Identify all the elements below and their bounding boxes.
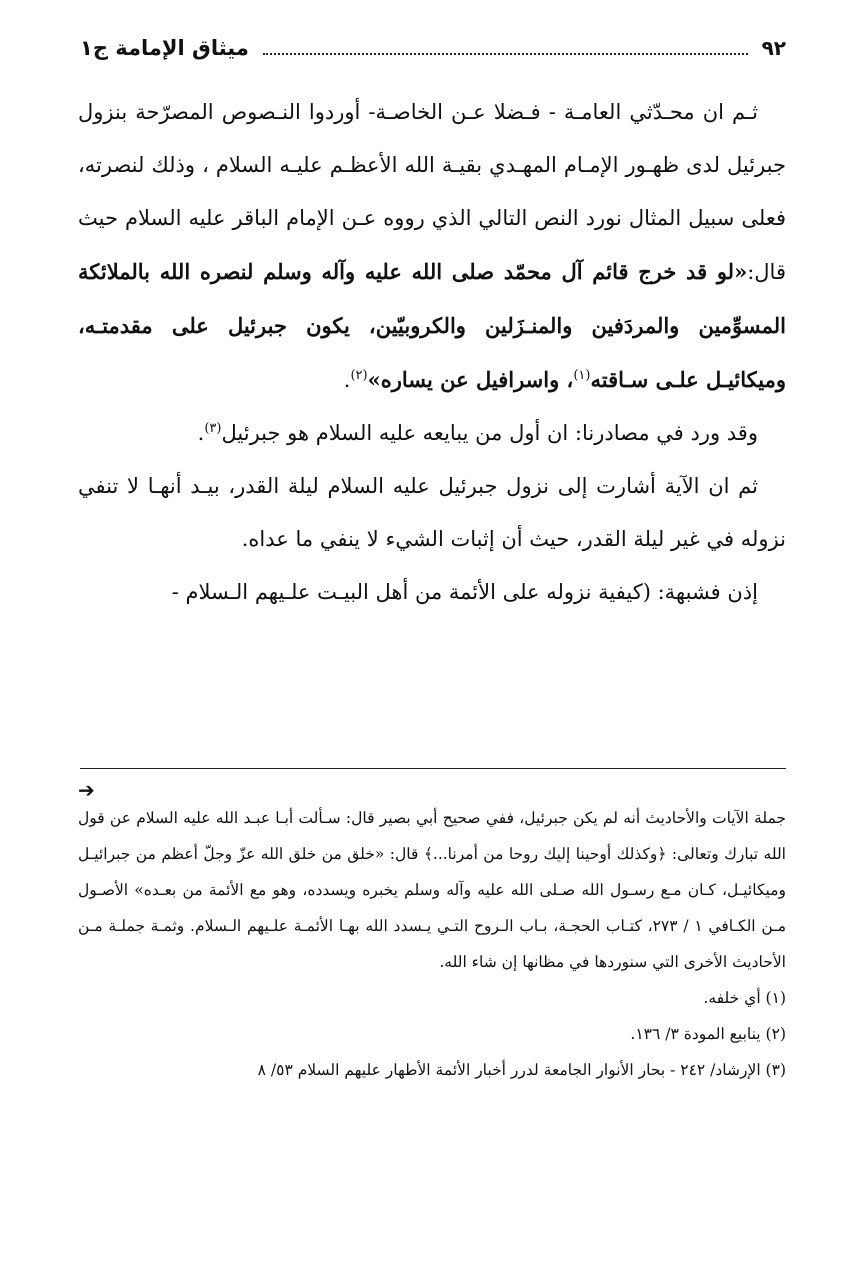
- main-text: [78, 86, 786, 619]
- footnote-3: (٣) الإرشاد/ ٢٤٢ - بحار الأنوار الجامعة لدرر أخبار الأئمة الأطهار عليهم السلام ٥٣/ ٨: [257, 1061, 786, 1079]
- page-number: ٩٢: [761, 36, 786, 60]
- footnote-2: (٢) ينابيع المودة ٣/ ١٣٦.: [630, 1025, 786, 1043]
- page-header: [80, 28, 786, 68]
- paragraph-1: ثـم ان محـدّثي العامـة - فـضلا عـن الخاصـة- أوردوا النـصوص المصرّحة بنزول جبرئيل لدى ظهـور الإمـام المهـدي بقيـة الله الأعظـم عليـه السلام ، وذلك لنصرته، فعلى سبيل المثال نورد النص التالي الذي رووه عـن الإمام الباقر عليه السلام حيث قال:«لو قد خرج قائم آل محمّد صلى الله عليه وآله وسلم لنصره الله بالملائكة المسوِّمين والمردَفين والمنـزَلين والكروبيّين، يكون جبرئيل على مقدمتـه، وميكائيـل علـى سـاقته$^{(١)}$، واسرافيل عن يساره»$^{(٢)}$.: [78, 100, 786, 392]
- footnote-ref-1: (١): [573, 368, 591, 383]
- paragraph-1-text: ثـم ان محـدّثي العامـة - فـضلا عـن الخاصـة- أوردوا النـصوص المصرّحة بنزول جبرئيل لدى ظهـور الإمـام المهـدي بقيـة الله الأعظـم عليـه السلام ، وذلك لنصرته، فعلى سبيل المثال نورد النص التالي الذي رووه عـن الإمام الباقر عليه السلام حيث قال:: [78, 100, 786, 284]
- paragraph-2: وقد ورد في مصادرنا: ان أول من يبايعه عليه السلام هو جبرئيل$^{(٣)}$.: [197, 421, 758, 445]
- quote-text: «لو قد خرج قائم آل محمّد صلى الله عليه وآله وسلم لنصره الله بالملائكة المسوِّمين والمردَفين والمنـزَلين والكروبيّين، يكون جبرئيل على مقدمتـه، وميكائيـل علـى سـاقته: [78, 259, 786, 392]
- footnote-ref-2: (٢): [350, 368, 368, 383]
- footnote-ref-3: (٣): [204, 421, 222, 436]
- footnote-continued: جملة الآيات والأحاديث أنه لم يكن جبرئيل، ففي صحيح أبي بصير قال: سـألت أبـا عبـد الله عليه السلام عن قول الله تبارك وتعالى: ﴿وكذلك أوحينا إليك روحا من أمرنا...﴾ قال: «خلق من خلق الله عزّ وجلّ أعظم من جبرائيـل وميكائيـل، كـان مـع رسـول الله صـلى الله عليه وآله وسلم يخبره ويسدده، وهو مع الأئمة من بعـده» الأصـول مـن الكـافي ١ / ٢٧٣، كتـاب الحجـة، بـاب الـروح التـي يـسدد الله بهـا الأئمـة علـيهم الـسلام. وثمـة جملـة مـن الأحاديث الأخرى التي سنوردها في مظانها إن شاء الله.: [78, 809, 786, 971]
- paragraph-4: إذن فشبهة: (كيفية نزوله على الأئمة من أهل البيـت علـيهم الـسلام -: [171, 580, 758, 604]
- paragraph-2-text: وقد ورد في مصادرنا: ان أول من يبايعه عليه السلام هو جبرئيل: [221, 421, 758, 445]
- paragraph-3: ثم ان الآية أشارت إلى نزول جبرئيل عليه السلام ليلة القدر، بيـد أنهـا لا تنفي نزوله في غير ليلة القدر، حيث أن إثبات الشيء لا ينفي ما عداه.: [78, 474, 786, 551]
- footnote-separator: [80, 768, 786, 769]
- quote-end: ، واسرافيل عن يساره»: [367, 367, 574, 392]
- book-title: ميثاق الإمامة ج١: [80, 36, 249, 60]
- footnotes: [78, 800, 786, 1088]
- footnote-1: (١) أي خلفه.: [703, 989, 786, 1007]
- continuation-arrow-icon: ➔: [78, 778, 95, 802]
- header-dotted-leader: [263, 53, 748, 55]
